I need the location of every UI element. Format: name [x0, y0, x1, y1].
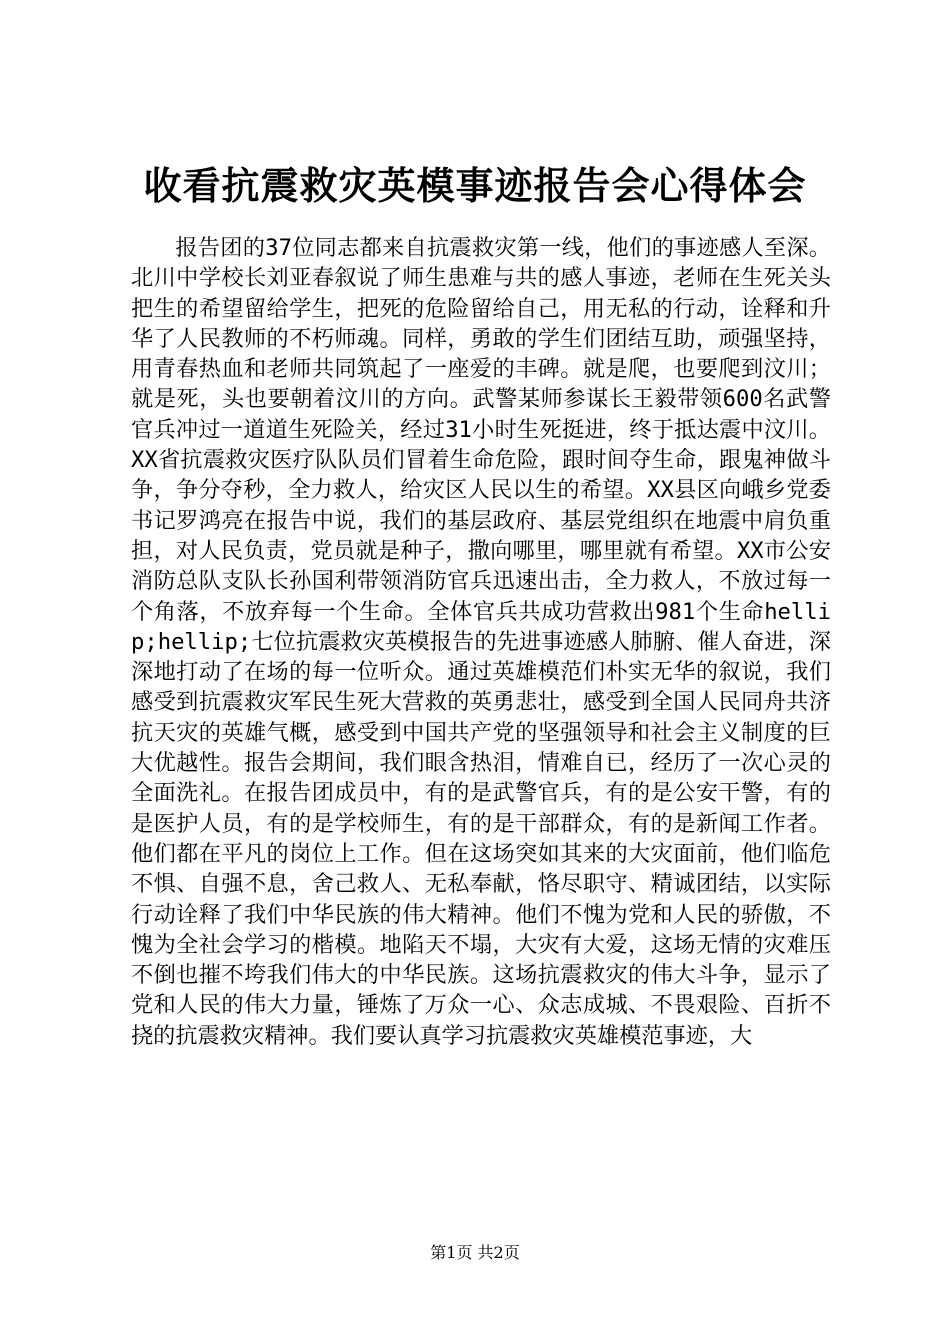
- body-paragraph: 报告团的37位同志都来自抗震救灾第一线，他们的事迹感人至深。北川中学校长刘亚春叙说了师生患难与共的感人事迹，老师在生死关头把生的希望留给学生，把死的危险留给自己，用无私的行动，诠释和升华了人民教师的不朽师魂。同样，勇敢的学生们团结互助，顽强坚持，用青春热血和老师共同筑起了一座爱的丰碑。就是爬，也要爬到汶川；就是死，头也要朝着汶川的方向。武警某师参谋长王毅带领600名武警官兵冲过一道道生死险关，经过31小时生死挺进，终于抵达震中汶川。XX省抗震救灾医疗队队员们冒着生命危险，跟时间夺生命，跟鬼神做斗争，争分夺秒，全力救人，给灾区人民以生的希望。XX县区向峨乡党委书记罗鸿亮在报告中说，我们的基层政府、基层党组织在地震中肩负重担，对人民负责，党员就是种子，撒向哪里，哪里就有希望。XX市公安消防总队支队长孙国利带领消防官兵迅速出击，全力救人，不放过每一个角落，不放弃每一个生命。全体官兵共成功营救出981个生命hellip;hellip;七位抗震救灾英模报告的先进事迹感人肺腑、催人奋进，深深地打动了在场的每一位听众。通过英雄模范们朴实无华的叙说，我们感受到抗震救灾军民生死大营救的英勇悲壮，感受到全国人民同舟共济抗天灾的英雄气概，感受到中国共产党的坚强领导和社会主义制度的巨大优越性。报告会期间，我们眼含热泪，情难自已，经历了一次心灵的全面洗礼。在报告团成员中，有的是武警官兵，有的是公安干警，有的是医护人员，有的是学校师生，有的是干部群众，有的是新闻工作者。他们都在平凡的岗位上工作。但在这场突如其来的大灾面前，他们临危不惧、自强不息，舍己救人、无私奉献，恪尽职守、精诚团结，以实际行动诠释了我们中华民族的伟大精神。他们不愧为党和人民的骄傲，不愧为全社会学习的楷模。地陷天不塌，大灾有大爱，这场无情的灾难压不倒也摧不垮我们伟大的中华民族。这场抗震救灾的伟大斗争，显示了党和人民的伟大力量，锤炼了万众一心、众志成城、不畏艰险、百折不挠的抗震救灾精神。我们要认真学习抗震救灾英雄模范事迹，大: [131, 235, 831, 1049]
- document-title: 收看抗震救灾英模事迹报告会心得体会: [143, 163, 807, 208]
- page-footer: 第1页 共2页: [430, 1243, 520, 1262]
